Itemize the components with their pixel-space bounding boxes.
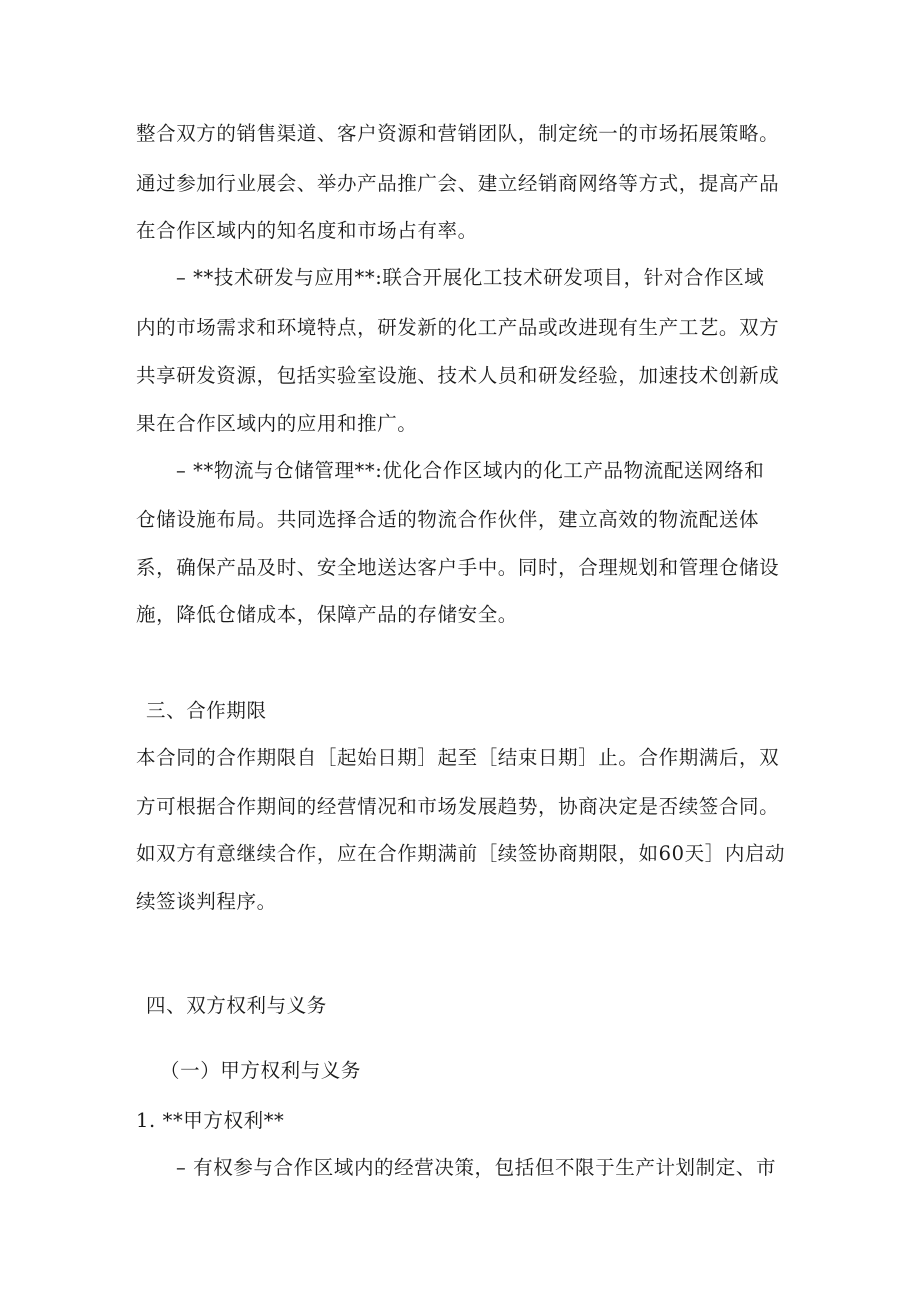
paragraph-line: 整合双方的销售渠道、客户资源和营销团队，制定统一的市场拓展策略。 [136, 122, 780, 145]
paragraph-line: 方可根据合作期间的经营情况和市场发展趋势，协商决定是否续签合同。 [136, 795, 780, 818]
paragraph-line: 果在合作区域内的应用和推广。 [136, 412, 418, 435]
section-heading: 三、合作期限 [146, 699, 267, 722]
list-item-line: – **技术研发与应用**:联合开展化工技术研发项目，针对合作区域 [176, 266, 765, 289]
paragraph-line: 在合作区域内的知名度和市场占有率。 [136, 219, 478, 242]
paragraph-line: 施，降低仓储成本，保障产品的存储安全。 [136, 603, 518, 626]
numbered-item-title: 1. **甲方权利** [136, 1109, 285, 1132]
paragraph-line: 仓储设施布局。共同选择合适的物流合作伙伴，建立高效的物流配送体 [136, 508, 760, 531]
paragraph-line: 内的市场需求和环境特点，研发新的化工产品或改进现有生产工艺。双方 [136, 316, 780, 339]
paragraph-line: 续签谈判程序。 [136, 890, 277, 913]
list-item-line: – 有权参与合作区域内的经营决策，包括但不限于生产计划制定、市 [176, 1156, 777, 1179]
section-heading: 四、双方权利与义务 [146, 994, 327, 1017]
subsection-heading: （一）甲方权利与义务 [160, 1059, 362, 1082]
paragraph-line: 共享研发资源，包括实验室设施、技术人员和研发经验，加速技术创新成 [136, 364, 780, 387]
paragraph-line: 通过参加行业展会、举办产品推广会、建立经销商网络等方式，提高产品 [136, 172, 780, 195]
paragraph-line: 本合同的合作期限自［起始日期］起至［结束日期］止。合作期满后，双 [136, 746, 780, 769]
paragraph-line: 系，确保产品及时、安全地送达客户手中。同时，合理规划和管理仓储设 [136, 556, 780, 579]
paragraph-line: 如双方有意继续合作，应在合作期满前［续签协商期限，如60天］内启动 [136, 842, 786, 865]
list-item-line: – **物流与仓储管理**:优化合作区域内的化工产品物流配送网络和 [176, 459, 765, 482]
